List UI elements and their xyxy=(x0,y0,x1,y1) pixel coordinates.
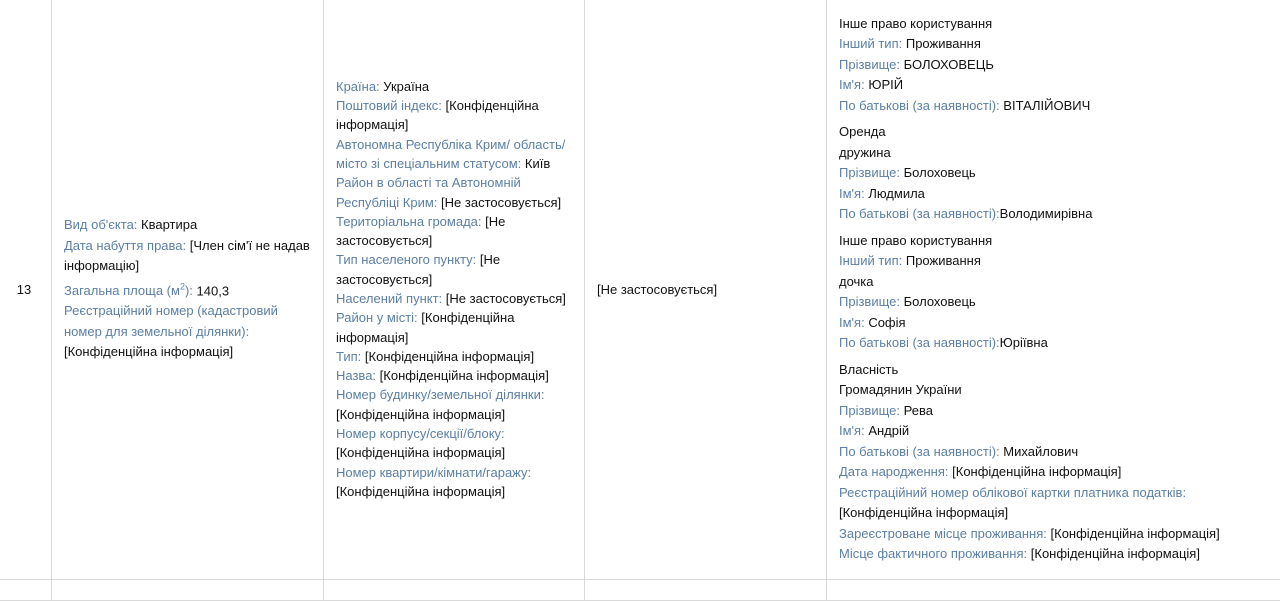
birth-date: Дата народження: [Конфіденційна інформація] xyxy=(839,462,1273,483)
registered-address: Зареєстроване місце проживання: [Конфіденційна інформація] xyxy=(839,524,1273,545)
surname: Прізвище: Болоховець xyxy=(839,292,1273,313)
right-type: Інше право користування xyxy=(839,231,1273,252)
surname: Прізвище: БОЛОХОВЕЦЬ xyxy=(839,55,1273,76)
row-number: 13 xyxy=(17,282,31,297)
first-name: Ім'я: ЮРІЙ xyxy=(839,75,1273,96)
address-item-value: [Конфіденційна інформація] xyxy=(336,445,505,460)
address-item xyxy=(336,424,572,463)
address-item-value: [Конфіденційна інформація] xyxy=(336,407,505,422)
owner-block xyxy=(839,231,1273,354)
address-item xyxy=(336,212,572,251)
address-item-value: [Не застосовується] xyxy=(336,252,500,286)
object-cell xyxy=(52,0,324,580)
address-item-value: [Конфіденційна інформація] xyxy=(380,368,549,383)
address-item xyxy=(336,96,572,135)
relation: дочка xyxy=(839,272,1273,293)
address-item-label: Автономна Республіка Крим/ область/місто зі спеціальним статусом: xyxy=(336,137,565,171)
patronymic: По батькові (за наявності):Юріївна xyxy=(839,333,1273,354)
address-item-label: Тип населеного пункту: xyxy=(336,252,476,267)
address-item-value: Київ xyxy=(525,156,550,171)
address-item-value: [Конфіденційна інформація] xyxy=(336,310,514,344)
object-type xyxy=(64,215,311,236)
address-item xyxy=(336,77,572,96)
acquisition-date-value: [Член сім'ї не надав інформацію] xyxy=(64,238,310,274)
address-item-value: [Конфіденційна інформація] xyxy=(365,349,534,364)
object-type-value: Квартира xyxy=(141,217,197,232)
address-item-label: Район в області та Автономній Республіці Крим: xyxy=(336,175,521,209)
address-item-label: Назва: xyxy=(336,368,376,383)
address-list xyxy=(336,77,572,502)
right-type: Інше право користування xyxy=(839,14,1273,35)
owners-cell xyxy=(827,0,1280,580)
registration-number-value: [Конфіденційна інформація] xyxy=(64,344,233,359)
address-cell xyxy=(324,0,585,580)
cost-value: [Не застосовується] xyxy=(597,282,717,297)
other-type: Інший тип: Проживання xyxy=(839,251,1273,272)
address-item xyxy=(336,463,572,502)
address-item xyxy=(336,135,572,174)
object-type-label: Вид об'єкта: xyxy=(64,217,137,232)
address-item-value: [Не застосовується] xyxy=(336,214,505,248)
address-item-value: [Конфіденційна інформація] xyxy=(336,484,505,499)
address-item xyxy=(336,250,572,289)
address-item-label: Тип: xyxy=(336,349,361,364)
total-area-value: 140,3 xyxy=(197,283,230,298)
address-item-label: Поштовий індекс: xyxy=(336,98,442,113)
right-type: Власність xyxy=(839,360,1273,381)
patronymic: По батькові (за наявності): ВІТАЛІЙОВИЧ xyxy=(839,96,1273,117)
registration-number xyxy=(64,301,311,363)
table-row xyxy=(0,580,1280,601)
right-type: Оренда xyxy=(839,122,1273,143)
surname: Прізвище: Рева xyxy=(839,401,1273,422)
acquisition-date-label: Дата набуття права: xyxy=(64,238,186,253)
total-area-label: Загальна площа $(м^2)$: xyxy=(64,283,193,298)
address-item-value: [Не застосовується] xyxy=(441,195,561,210)
registration-number-label: Реєстраційний номер (кадастровий номер для земельної ділянки): xyxy=(64,303,278,339)
address-item xyxy=(336,385,572,424)
address-item-value: [Не застосовується] xyxy=(446,291,566,306)
other-type: Інший тип: Проживання xyxy=(839,34,1273,55)
address-item xyxy=(336,173,572,212)
owner-block xyxy=(839,14,1273,117)
first-name: Ім'я: Людмила xyxy=(839,184,1273,205)
address-item-label: Населений пункт: xyxy=(336,291,442,306)
citizenship: Громадянин України xyxy=(839,380,1273,401)
owner-block xyxy=(839,360,1273,565)
cost-cell xyxy=(585,0,827,580)
address-item-value: Україна xyxy=(383,79,429,94)
address-item-label: Країна: xyxy=(336,79,380,94)
tax-number: Реєстраційний номер облікової картки платника податків:[Конфіденційна інформація] xyxy=(839,483,1273,524)
address-item xyxy=(336,289,572,308)
owner-block xyxy=(839,122,1273,225)
address-item xyxy=(336,366,572,385)
address-item-label: Територіальна громада: xyxy=(336,214,482,229)
address-item-label: Номер корпусу/секції/блоку: xyxy=(336,426,505,441)
first-name: Ім'я: Андрій xyxy=(839,421,1273,442)
first-name: Ім'я: Софія xyxy=(839,313,1273,334)
address-item xyxy=(336,347,572,366)
patronymic: По батькові (за наявності): Михайлович xyxy=(839,442,1273,463)
relation: дружина xyxy=(839,143,1273,164)
address-item xyxy=(336,308,572,347)
address-item-value: [Конфіденційна інформація] xyxy=(336,98,539,132)
actual-address: Місце фактичного проживання: [Конфіденційна інформація] xyxy=(839,544,1273,565)
address-item-label: Номер будинку/земельної ділянки: xyxy=(336,387,544,402)
row-number-cell xyxy=(0,0,52,580)
surname: Прізвище: Болоховець xyxy=(839,163,1273,184)
address-item-label: Район у місті: xyxy=(336,310,418,325)
total-area xyxy=(64,277,311,302)
patronymic: По батькові (за наявності):Володимирівна xyxy=(839,204,1273,225)
address-item-label: Номер квартири/кімнати/гаражу: xyxy=(336,465,531,480)
acquisition-date xyxy=(64,236,311,277)
